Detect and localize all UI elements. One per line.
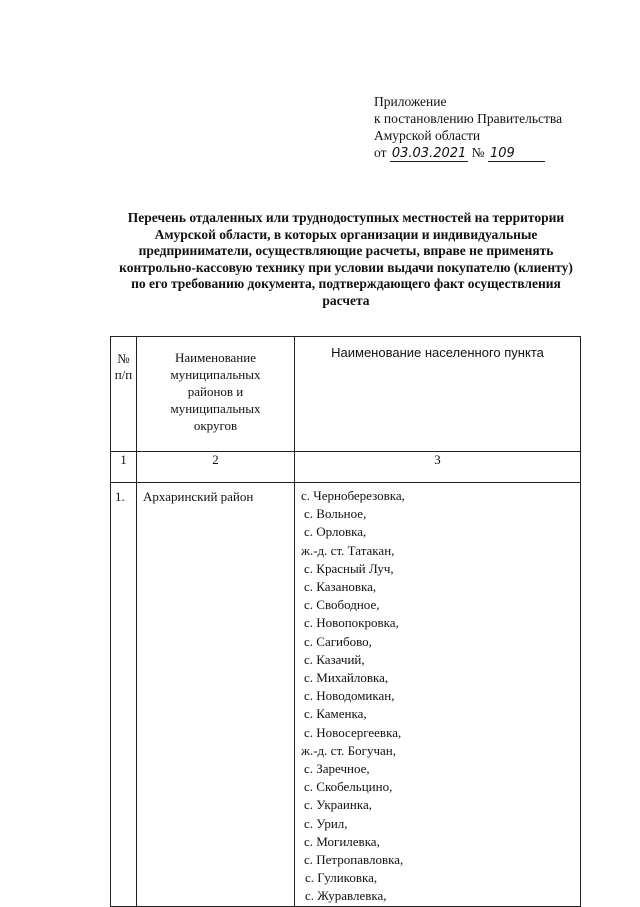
row-district: Архаринский район [137,483,295,907]
column-number-row [111,452,581,483]
settlement-item: с. Орловка, [304,524,367,540]
header-district-line: муниципальных [170,401,261,416]
header-district-line: Наименование [175,350,256,365]
settlement-item: с. Красный Луч, [304,560,394,576]
header-district-line: муниципальных [170,367,261,382]
settlement-item: с. Свободное, [304,597,380,613]
title-line: предприниматели, осуществляющие расчеты, вправе не применять [138,243,554,258]
appendix-label: Приложение [374,94,447,109]
document-title [108,210,584,309]
settlement-item: с. Украинка, [304,797,372,813]
settlement-item: с. Журавлевка, [305,888,387,904]
header-district [137,337,295,452]
title-line: Перечень отдаленных или труднодоступных местностей на территории [127,210,565,225]
settlement-item: с. Казачий, [304,651,365,667]
header-index [111,337,137,452]
appendix-block [374,93,562,162]
title-line: расчета [322,292,370,308]
table-header-row [111,337,581,452]
settlement-item: с. Могилевка, [304,833,380,849]
resolution-number: 109 [488,146,545,162]
column-number: 2 [137,452,295,483]
header-index-symbol: № [117,351,130,366]
settlement-item: с. Новопокровка, [304,615,399,631]
header-settlement: Наименование населенного пункта [295,337,581,452]
settlement-item: с. Михайловка, [304,670,389,686]
settlement-item: с. Новосергеевка, [304,724,402,740]
settlement-item: с. Новодомикан, [304,688,395,704]
settlement-list [301,487,580,906]
number-label: № [471,145,485,160]
settlement-item: с. Гуликовка, [305,870,378,886]
column-number: 3 [295,452,581,483]
table-row [111,483,581,907]
header-district-line: округов [193,418,238,433]
title-line: по его требованию документа, подтверждающего факт осуществления [131,276,561,291]
settlement-item: с. Заречное, [304,761,370,777]
title-line: контрольно-кассовую технику при условии выдачи покупателю (клиенту) [119,259,573,275]
header-index-pp: п/п [114,367,133,382]
settlement-item: с. Каменка, [304,706,367,722]
resolution-date: 03.03.2021 [391,146,467,161]
appendix-region: Амурской области [374,128,481,143]
row-index: 1. [111,483,137,907]
settlement-item: с. Петропавловка, [304,852,404,868]
settlement-item: ж.-д. ст. Татакан, [301,542,395,558]
settlement-item: с. Урил, [304,815,348,831]
from-label: от [374,145,387,160]
appendix-date-number [374,144,562,162]
settlement-item: с. Вольное, [304,506,367,522]
appendix-resolution: к постановлению Правительства [374,111,563,126]
header-district-line: районов и [187,384,244,399]
settlement-item: с. Казановка, [304,579,377,595]
settlement-item: с. Сагибово, [304,633,372,649]
settlement-item: с. Скобельцино, [304,779,393,795]
settlements-table [110,336,581,907]
settlement-item: ж.-д. ст. Богучан, [301,742,396,758]
column-number: 1 [111,452,137,483]
settlement-item: с. Черноберезовка, [301,488,405,503]
row-settlements [295,483,581,907]
title-line: Амурской области, в которых организации и индивидуальные [154,226,538,242]
